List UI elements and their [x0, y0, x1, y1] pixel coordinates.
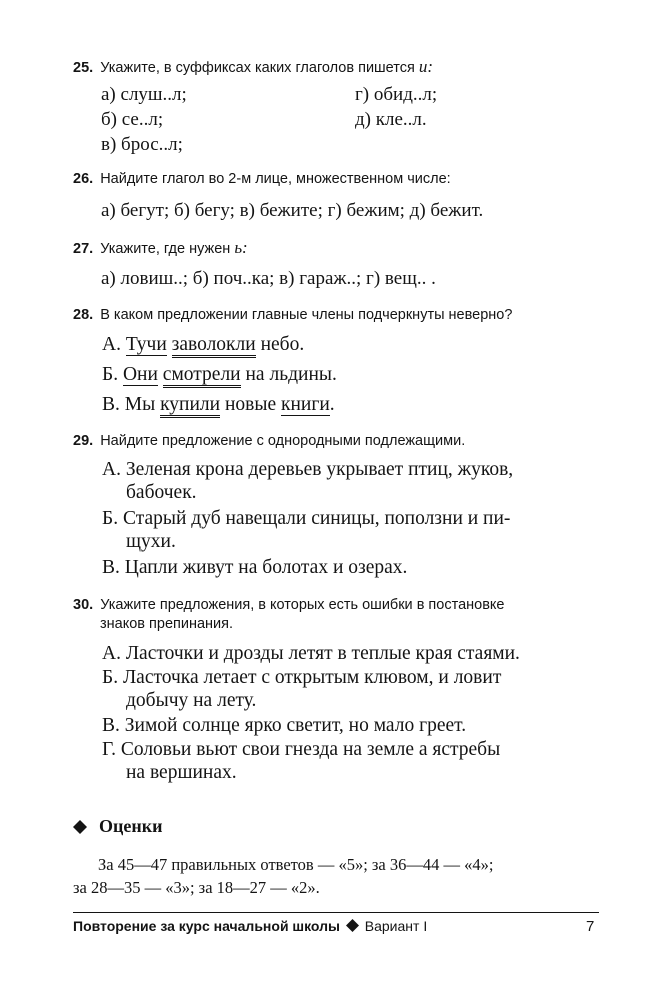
question-text: Найдите предложение с однородными подлежащими. [100, 433, 466, 449]
answer-option: д) кле..л. [355, 109, 427, 130]
underlined-predicate: купили [160, 394, 220, 418]
sentence-end: . [329, 394, 335, 415]
question-27 [73, 238, 248, 258]
answer-sentence-d-cont: на вершинах. [126, 762, 237, 783]
question-26 [73, 171, 451, 187]
answer-sentence-c: В. Цапли живут на болотах и озерах. [102, 557, 408, 578]
answer-sentence-c: В. Зимой солнце ярко светит, но мало греет. [102, 715, 467, 736]
answer-sentence-a: А. Ласточки и дрозды летят в теплые края стаями. [102, 643, 520, 664]
answer-sentence-b-cont: добычу на лету. [126, 690, 257, 711]
answer-option: г) обид..л; [355, 84, 438, 105]
answer-sentence-c [102, 394, 335, 416]
answer-option: в) брос..л; [101, 134, 183, 155]
answer-sentence-b [102, 364, 337, 386]
underlined-subject: Тучи [125, 334, 167, 355]
question-30 [73, 597, 504, 613]
question-number: 29. [73, 433, 94, 449]
sentence-word: новые [224, 394, 277, 415]
answer-options-line: а) ловиш..; б) поч..ка; в) гараж..; г) вещ.. . [101, 268, 436, 289]
question-28 [73, 307, 512, 323]
option-prefix: А. [102, 334, 121, 355]
grades-heading: Оценки [99, 816, 163, 836]
underlined-predicate: смотрели [163, 364, 241, 388]
diamond-icon [346, 919, 359, 935]
question-text: Найдите глагол во 2-м лице, множественном числе: [100, 171, 451, 187]
question-letter: ь: [234, 238, 248, 257]
option-prefix: В. [102, 394, 120, 415]
question-text: Укажите предложения, в которых есть ошибки в постановке [100, 597, 505, 613]
question-letter: и: [418, 57, 434, 76]
page-number: 7 [586, 918, 595, 935]
sentence-word: Мы [124, 394, 156, 415]
answer-sentence-a [102, 334, 304, 356]
question-number: 25. [73, 60, 94, 76]
footer-variant: Вариант I [364, 918, 428, 934]
underlined-subject: Они [122, 364, 158, 385]
answer-sentence-d: Г. Соловьи вьют свои гнезда на земле а ястребы [102, 739, 501, 760]
grades-line: За 45—47 правильных ответов — «5»; за 36—44 — «4»; [98, 855, 494, 874]
question-text-cont: знаков препинания. [100, 616, 234, 632]
answer-sentence-a: А. Зеленая крона деревьев укрывает птиц, жуков, [102, 459, 514, 480]
question-text: В каком предложении главные члены подчеркнуты неверно? [100, 307, 513, 323]
question-number: 27. [73, 241, 94, 257]
answer-options-line: а) бегут; б) бегу; в) бежите; г) бежим; д) бежит. [101, 200, 484, 221]
grades-line: за 28—35 — «3»; за 18—27 — «2». [73, 878, 320, 897]
answer-sentence-b: Б. Старый дуб навещали синицы, поползни и пи- [102, 508, 511, 529]
question-number: 28. [73, 307, 94, 323]
question-number: 26. [73, 171, 94, 187]
answer-option: а) слуш..л; [101, 84, 187, 105]
answer-sentence-a-cont: бабочек. [126, 482, 197, 503]
question-25 [73, 57, 433, 77]
question-29 [73, 433, 465, 449]
answer-sentence-b-cont: щухи. [126, 531, 176, 552]
footer-running-head [73, 918, 427, 935]
underlined-subject: книги [281, 394, 330, 415]
footer-rule [73, 912, 599, 913]
diamond-bullet-icon [73, 820, 87, 839]
sentence-rest: небо. [260, 334, 305, 355]
option-prefix: Б. [102, 364, 119, 385]
question-number: 30. [73, 597, 94, 613]
question-text: Укажите, где нужен [100, 241, 231, 257]
footer-title: Повторение за курс начальной школы [73, 918, 340, 934]
underlined-predicate: заволокли [172, 334, 256, 358]
sentence-rest: на льдины. [245, 364, 337, 385]
answer-option: б) се..л; [101, 109, 164, 130]
question-text: Укажите, в суффиксах каких глаголов пишется [100, 60, 415, 76]
answer-sentence-b: Б. Ласточка летает с открытым клювом, и ловит [102, 667, 502, 688]
